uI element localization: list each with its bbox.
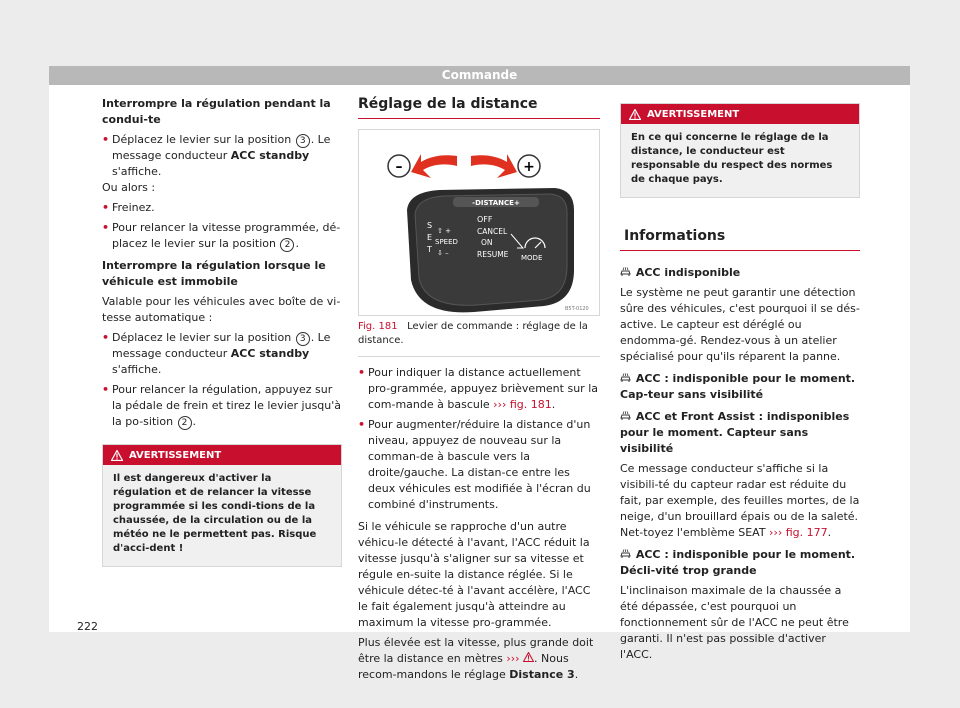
svg-text:S: S xyxy=(427,221,433,230)
position-marker: 3 xyxy=(296,332,310,346)
svg-text:OFF: OFF xyxy=(477,215,493,224)
warning-title: AVERTISSEMENT xyxy=(129,449,222,461)
warning-box xyxy=(102,444,342,567)
bullet-icon: • xyxy=(102,133,110,146)
svg-text:SPEED: SPEED xyxy=(435,238,458,246)
page-number: 222 xyxy=(77,620,98,633)
bullet-icon: • xyxy=(102,201,110,214)
svg-text:E: E xyxy=(427,233,433,242)
position-marker: 2 xyxy=(280,238,294,252)
column-middle xyxy=(358,96,600,687)
bullet-icon: • xyxy=(358,366,366,379)
message-title: ACC : indisponible pour le moment. Décli-vité trop grande xyxy=(620,548,856,577)
message-text: Le système ne peut garantir une détection sûre des véhicules, c'est pourquoi il se dés-active. Le capteur est déréglé ou endomma-gé. Rendez-vous à un atelier spécialisé pour qu'ils réparent la panne. xyxy=(620,286,860,363)
message-text: L'inclinaison maximale de la chaussée a été dépassée, c'est pourquoi un fonctionnement sûr de l'ACC ne peut être garanti. Il n'est pas possible d'activer l'ACC. xyxy=(620,584,849,661)
warning-text: Il est dangereux d'activer la régulation et de relancer la vitesse programmée si les condi-tions de la chaussée, de la circulation ou de la météo ne le permettent pas. Risque d'acci-dent ! xyxy=(103,465,341,566)
figure-link[interactable]: ››› fig. 177 xyxy=(769,526,828,539)
manual-page xyxy=(49,66,910,681)
lever-illustration xyxy=(359,130,599,315)
paragraph: Si le véhicule se rapproche d'un autre véhicu-le détecté à l'avant, l'ACC réduit la vitesse jusqu'à s'aligner sur sa vitesse et régule en-suite la distance réglée. Si le véhicule détec-té à l'avant accélère, l'ACC le fait également jusqu'à atteindre au maximum la vitesse pro-grammée. xyxy=(358,520,591,629)
warning-box xyxy=(620,103,860,198)
list-item: • Pour relancer la régulation, appuyez sur la pédale de frein et tirez le levier jusqu'à la po-sition 2 . xyxy=(102,383,342,428)
car-warning-icon xyxy=(620,411,631,421)
list-item: • Freinez. xyxy=(102,201,155,214)
section-title-informations: Informations xyxy=(620,228,860,251)
bullet-icon: • xyxy=(102,221,110,234)
figure-caption: Fig. 181 Levier de commande : réglage de la distance. xyxy=(358,320,600,357)
arrow-right-icon xyxy=(471,154,517,178)
bullet-icon: • xyxy=(102,383,110,396)
paragraph: Plus élevée est la vitesse, plus grande doit être la distance en mètres ››› . Nous recom-mandons le réglage Distance 3. xyxy=(358,636,594,681)
figure-lever xyxy=(358,129,600,316)
car-warning-icon xyxy=(620,373,631,383)
column-right xyxy=(620,96,860,667)
list-item: • Pour relancer la vitesse programmée, dé-placez le levier sur la position 2 . xyxy=(102,221,341,250)
message-title: ACC indisponible xyxy=(620,265,860,281)
warning-link[interactable]: ››› xyxy=(506,652,520,665)
figure-link[interactable]: ››› fig. 181 xyxy=(493,398,552,411)
warning-text: En ce qui concerne le réglage de la distance, le conducteur est responsable du respect des normes de chaque pays. xyxy=(621,124,859,197)
warning-triangle-icon xyxy=(629,109,641,120)
arrow-left-icon xyxy=(411,154,457,178)
bullet-icon: • xyxy=(358,418,366,431)
svg-text:CANCEL: CANCEL xyxy=(477,227,508,236)
list-item: • Déplacez le levier sur la position 3 . Le message conducteur ACC standby s'affiche. xyxy=(102,331,331,376)
svg-text:ON: ON xyxy=(481,238,493,247)
svg-text:-DISTANCE+: -DISTANCE+ xyxy=(472,199,520,207)
svg-text:RESUME: RESUME xyxy=(477,250,509,259)
or-text: Ou alors : xyxy=(102,181,156,194)
position-marker: 2 xyxy=(178,416,192,430)
list-item: • Pour indiquer la distance actuellement pro-grammée, appuyez brièvement sur la com-mande à bascule ››› fig. 181. xyxy=(358,366,598,411)
warning-title: AVERTISSEMENT xyxy=(647,108,740,120)
svg-text:⇩ –: ⇩ – xyxy=(437,249,449,257)
svg-text:–: – xyxy=(395,159,403,175)
svg-text:MODE: MODE xyxy=(521,254,543,262)
svg-text:+: + xyxy=(523,159,535,175)
bullet-icon: • xyxy=(102,331,110,344)
paragraph: Valable pour les véhicules avec boîte de vi-tesse automatique : xyxy=(102,295,341,324)
list-item: • Pour augmenter/réduire la distance d'un niveau, appuyez de nouveau sur la comman-de à bascule vers la droite/gauche. La distan-ce entre les deux véhicules est modifiée à l'écran du combiné d'instruments. xyxy=(358,418,591,511)
heading-interrupt-driving: Interrompre la régulation pendant la condui-te xyxy=(102,97,331,126)
message-title: ACC : indisponible pour le moment. Cap-teur sans visibilité xyxy=(620,372,856,401)
warning-triangle-icon xyxy=(523,652,534,662)
car-warning-icon xyxy=(620,549,631,559)
section-title-distance: Réglage de la distance xyxy=(358,96,600,119)
svg-text:T: T xyxy=(427,245,432,254)
column-left xyxy=(102,96,342,567)
message-text: Ce message conducteur s'affiche si la visibili-té du capteur radar est réduite du fait, par exemple, des feuilles mortes, de la neige, d'un brouillard épais ou de la saleté. Net-toyez l'emblème SEAT ››› fig. 177. xyxy=(620,462,860,539)
chapter-header: Commande xyxy=(49,66,910,85)
heading-interrupt-stationary: Interrompre la régulation lorsque le véhicule est immobile xyxy=(102,259,326,288)
message-title: ACC et Front Assist : indisponibles pour le moment. Capteur sans visibilité xyxy=(620,410,850,455)
car-warning-icon xyxy=(620,267,631,277)
svg-text:⇧ +: ⇧ + xyxy=(437,227,451,235)
warning-triangle-icon xyxy=(111,450,123,461)
list-item: • Déplacez le levier sur la position 3 . Le message conducteur ACC standby s'affiche. xyxy=(102,133,331,178)
svg-text:B5T-0120: B5T-0120 xyxy=(565,306,589,312)
position-marker: 3 xyxy=(296,134,310,148)
